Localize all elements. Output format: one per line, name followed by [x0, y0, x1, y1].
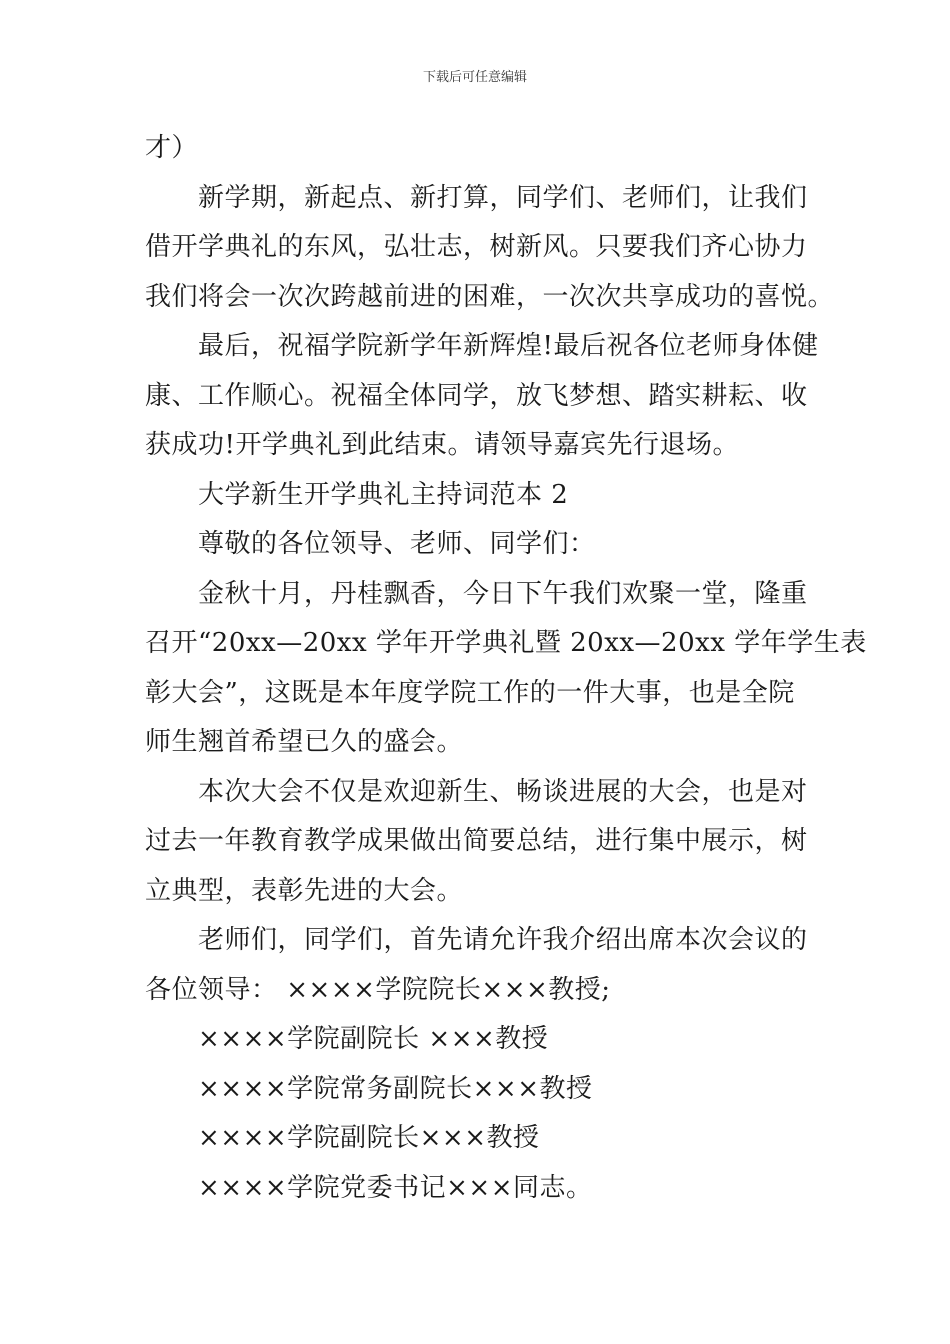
- text-line: 借开学典礼的东风，弘壮志，树新风。只要我们齐心协力: [145, 232, 808, 262]
- text-line: 过去一年教育教学成果做出简要总结，进行集中展示，树: [145, 826, 808, 856]
- text-line: 召开“20xx—20xx 学年开学典礼暨 20xx—20xx 学年学生表: [145, 628, 867, 658]
- text-line: 获成功!开学典礼到此结束。请领导嘉宾先行退场。: [145, 430, 739, 460]
- text-line: 金秋十月，丹桂飘香，今日下午我们欢聚一堂，隆重: [198, 578, 808, 609]
- leader-item: ××××学院党委书记×××同志。: [198, 1172, 593, 1203]
- salutation: 尊敬的各位领导、老师、同学们：: [198, 529, 596, 559]
- text-line: 老师们，同学们，首先请允许我介绍出席本次会议的: [198, 925, 808, 955]
- page-header: 下载后可任意编辑: [422, 70, 527, 85]
- leader-item: ××××学院副院长 ×××教授: [198, 1024, 549, 1054]
- text-line: 新学期，新起点、新打算，同学们、老师们，让我们: [198, 182, 808, 213]
- text-line: 立典型，表彰先进的大会。: [145, 875, 464, 906]
- text-line: 才）: [145, 133, 199, 163]
- leader-item: ××××学院副院长×××教授: [198, 1123, 540, 1153]
- text-line: 师生翘首希望已久的盛会。: [145, 727, 464, 757]
- text-line: 最后，祝福学院新学年新辉煌!最后祝各位老师身体健: [198, 331, 819, 361]
- text-line: 我们将会一次次跨越前进的困难，一次次共享成功的喜悦。: [145, 281, 835, 312]
- section-title: 大学新生开学典礼主持词范本 2: [198, 479, 569, 510]
- text-line: 本次大会不仅是欢迎新生、畅谈进展的大会，也是对: [198, 776, 808, 807]
- text-line: 康、工作顺心。祝福全体同学，放飞梦想、踏实耕耘、收: [145, 380, 808, 411]
- leader-item: ××××学院常务副院长×××教授: [198, 1073, 593, 1104]
- text-line: 彰大会”，这既是本年度学院工作的一件大事，也是全院: [145, 677, 795, 708]
- document-body: [145, 124, 867, 1213]
- text-line: 各位领导： ××××学院院长×××教授;: [145, 974, 611, 1005]
